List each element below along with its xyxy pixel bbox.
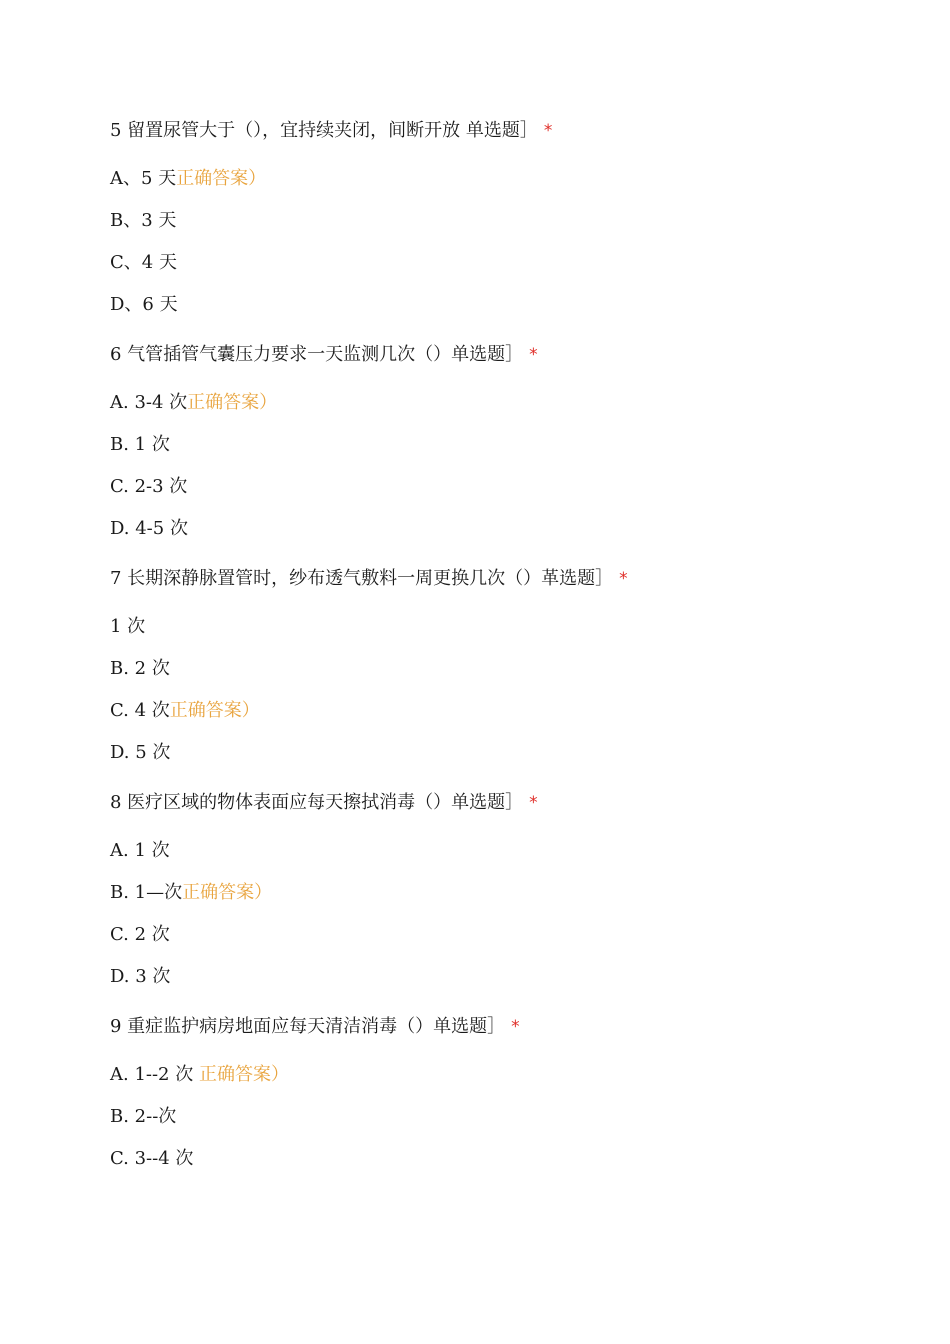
spacer: [110, 334, 870, 342]
option-text: C. 2 次: [110, 924, 170, 945]
option-text: A. 1 次: [110, 840, 170, 861]
correct-answer-label: 正确答案）: [169, 700, 260, 721]
option-d: [110, 964, 870, 990]
option-text: C. 2-3 次: [110, 476, 188, 497]
option-d: [110, 740, 870, 766]
required-star-icon: *: [511, 1017, 520, 1037]
option-text: A、5 天: [110, 168, 177, 189]
question-6: [110, 342, 870, 542]
option-text: 1 次: [110, 616, 146, 637]
question-8: [110, 790, 870, 990]
option-a: [110, 838, 870, 864]
question-title: [110, 118, 870, 144]
option-b: [110, 880, 870, 906]
question-title: [110, 566, 870, 592]
correct-answer-label: 正确答案）: [176, 168, 267, 189]
spacer: [110, 782, 870, 790]
option-text: A. 3-4 次: [110, 392, 188, 413]
question-text: 6 气管插管气囊压力要求一天监测几次（）单选题］: [110, 344, 524, 365]
spacer: [110, 1006, 870, 1014]
option-text: C、4 天: [110, 252, 177, 273]
option-c: [110, 1146, 870, 1172]
correct-answer-label: 正确答案）: [198, 1064, 289, 1085]
option-text: B. 1 次: [110, 434, 170, 455]
question-9: [110, 1014, 870, 1172]
option-b: [110, 656, 870, 682]
option-c: [110, 698, 870, 724]
option-a: [110, 390, 870, 416]
option-a: [110, 166, 870, 192]
option-d: [110, 292, 870, 318]
correct-answer-label: 正确答案）: [187, 392, 278, 413]
question-text: 7 长期深静脉置管时，纱布透气敷料一周更换几次（）革选题］: [110, 568, 614, 589]
option-text: C. 3--4 次: [110, 1148, 194, 1169]
question-text: 8 医疗区域的物体表面应每天擦拭消毒（）单选题］: [110, 792, 524, 813]
option-text: D、6 天: [110, 294, 178, 315]
spacer: [110, 558, 870, 566]
question-text: 5 留置尿管大于（），宜持续夹闭，间断开放 单选题］: [110, 120, 538, 141]
option-text: D. 3 次: [110, 966, 171, 987]
question-title: [110, 1014, 870, 1040]
option-c: [110, 922, 870, 948]
option-b: [110, 1104, 870, 1130]
option-b: [110, 208, 870, 234]
option-b: [110, 432, 870, 458]
option-c: [110, 250, 870, 276]
option-text: C. 4 次: [110, 700, 170, 721]
option-a: [110, 1062, 870, 1088]
option-c: [110, 474, 870, 500]
option-text: B、3 天: [110, 210, 177, 231]
required-star-icon: *: [619, 569, 628, 589]
question-title: [110, 790, 870, 816]
question-7: [110, 566, 870, 766]
quiz-document: [110, 118, 870, 1188]
required-star-icon: *: [529, 793, 538, 813]
question-text: 9 重症监护病房地面应每天清洁消毒（）单选题］: [110, 1016, 506, 1037]
option-text: B. 2--次: [110, 1106, 177, 1127]
question-5: [110, 118, 870, 318]
option-a: [110, 614, 870, 640]
option-text: A. 1--2 次: [110, 1064, 199, 1085]
option-text: B. 2 次: [110, 658, 170, 679]
required-star-icon: *: [529, 345, 538, 365]
option-text: D. 5 次: [110, 742, 171, 763]
option-text: D. 4-5 次: [110, 518, 188, 539]
option-text: B. 1—次: [110, 882, 183, 903]
correct-answer-label: 正确答案）: [182, 882, 273, 903]
option-d: [110, 516, 870, 542]
required-star-icon: *: [543, 121, 553, 141]
question-title: [110, 342, 870, 368]
